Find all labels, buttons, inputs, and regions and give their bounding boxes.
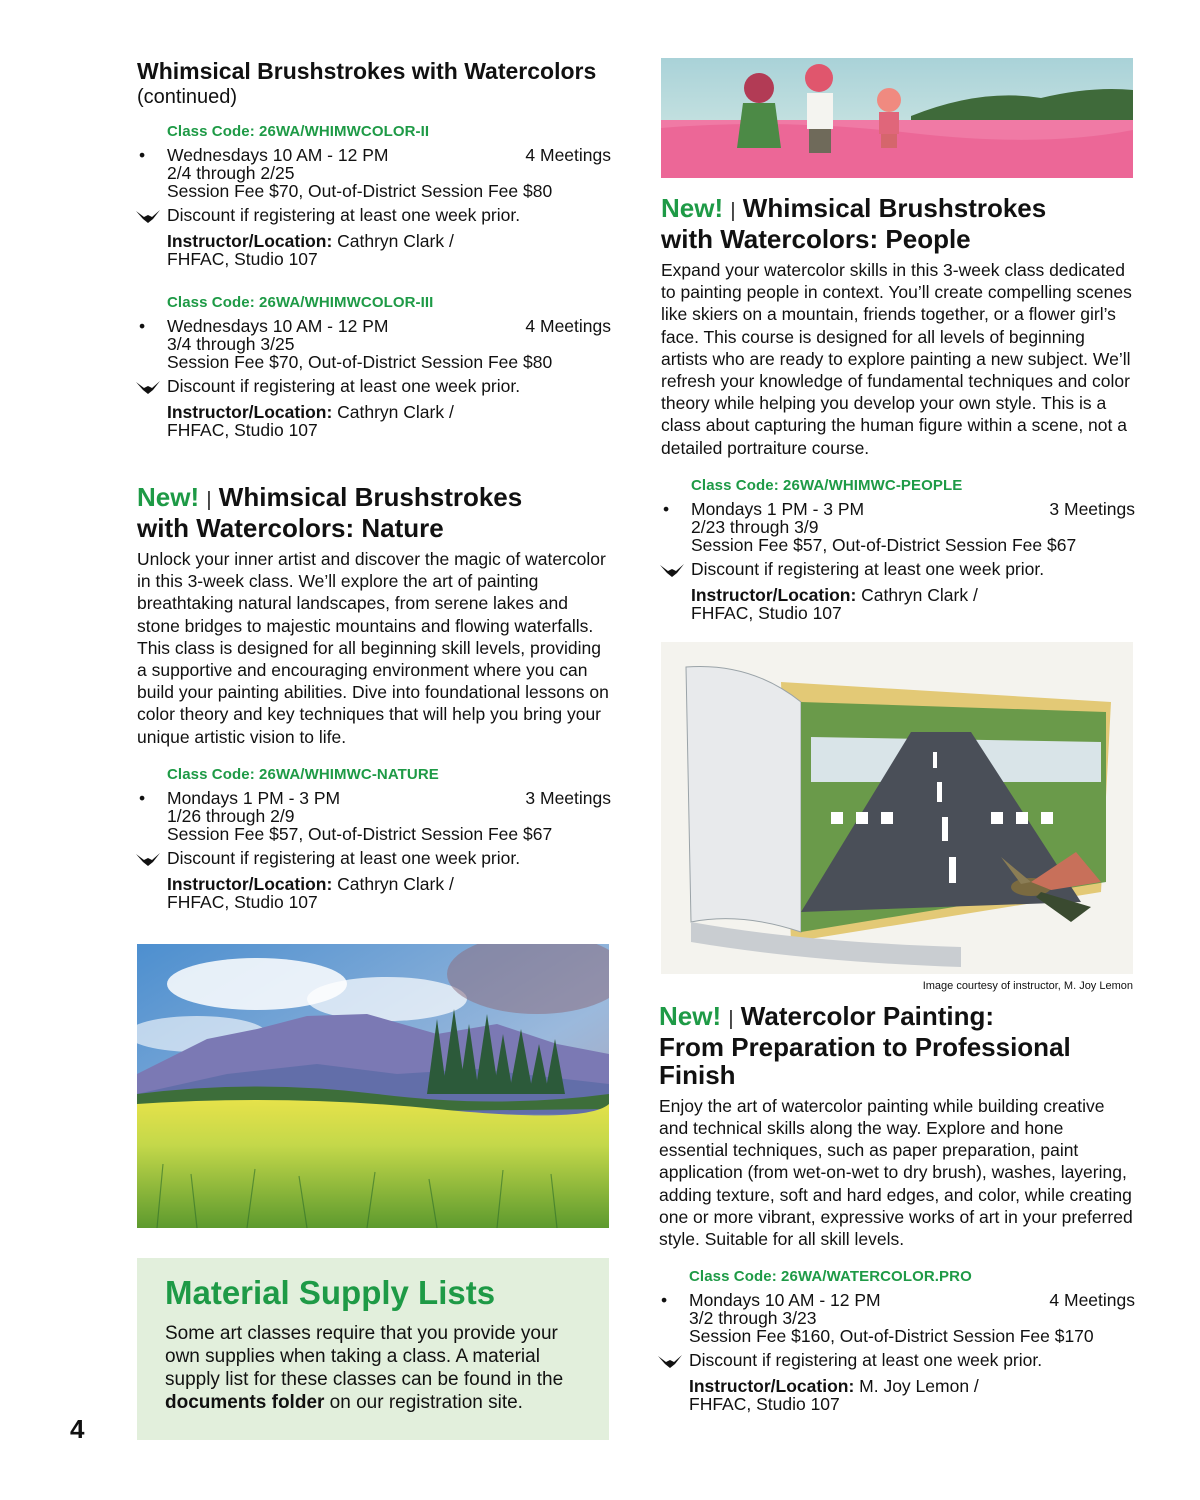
class-code: Class Code: 26WA/WHIMWCOLOR-II <box>167 123 430 140</box>
title-separator: | <box>206 489 212 511</box>
class-code: Class Code: 26WA/WATERCOLOR.PRO <box>689 1268 972 1286</box>
schedule-row <box>139 787 611 808</box>
class-session-block <box>139 123 611 269</box>
discount-note: Discount if registering at least one week prior. <box>691 558 1045 579</box>
meetings: 3 Meetings <box>1049 498 1135 519</box>
instructor-label: Instructor/Location: <box>167 231 333 251</box>
course-title-pro <box>659 1002 1135 1089</box>
location: FHFAC, Studio 107 <box>689 1394 840 1415</box>
book-runway-painting-image <box>661 642 1133 974</box>
class-session-block <box>139 294 611 440</box>
page-number: 4 <box>70 1414 85 1444</box>
class-code: Class Code: 26WA/WHIMWCOLOR-III <box>167 294 434 311</box>
location: FHFAC, Studio 107 <box>167 249 318 269</box>
schedule: Mondays 10 AM - 12 PM <box>689 1290 881 1311</box>
instructor-location <box>167 232 611 268</box>
bullet: • <box>663 498 670 519</box>
right-column <box>661 58 1135 1413</box>
course-description: Unlock your inner artist and discover the magic of watercolor in this 3-week class. We’ll explore the art of painting breathtaking natural landscapes, from serene lakes and stone bridges to majestic mountains and flowing waterfalls. This class is designed for all beginning skill levels, providing a supportive and encouraging environment where you can build your painting abilities. Dive into foundational lessons on color theory and key techniques that will help you bring your unique artistic vision to life. <box>137 549 609 747</box>
schedule: Mondays 1 PM - 3 PM <box>167 787 341 808</box>
dates: 3/2 through 3/23 <box>689 1308 817 1329</box>
session-fee: Session Fee $70, Out-of-District Session Fee $80 <box>167 352 553 372</box>
bird-icon <box>659 562 685 578</box>
meetings: 4 Meetings <box>525 145 611 165</box>
bullet: • <box>661 1290 668 1311</box>
section-title-continued: Whimsical Brushstrokes with Watercolors <box>137 58 597 84</box>
instructor-location <box>689 1377 1135 1413</box>
course-description: Enjoy the art of watercolor painting while building creative and technical skills along the way. Explore and hone essential techniques, such as paper preparation, paint application (from wet-on-wet to dry brush), washes, layering, adding texture, soft and hard edges, and color, while creating one or more vibrant, expressive works of art in your preferred style. Suitable for all skill levels. <box>659 1095 1133 1250</box>
title-line: Watercolor Painting: <box>740 1000 995 1031</box>
title-line: Whimsical Brushstrokes <box>742 193 1047 223</box>
session-fee: Session Fee $57, Out-of-District Session Fee $67 <box>691 534 1077 555</box>
location: FHFAC, Studio 107 <box>167 420 318 440</box>
instructor-location <box>691 586 1135 622</box>
schedule-row <box>661 1290 1135 1311</box>
bird-icon <box>135 208 161 224</box>
schedule-row <box>139 316 611 336</box>
instructor-name: Cathryn Clark / <box>332 231 454 251</box>
bird-icon <box>657 1353 683 1369</box>
bullet: • <box>139 316 146 336</box>
course-description: Expand your watercolor skills in this 3-week class dedicated to painting people in context. You’ll create compelling scenes like skiers on a mountain, friends together, or a flower girl’s face. This course is designed for all levels of beginning artists who are ready to explore painting a new subject. We’ll refresh your knowledge of fundamental techniques and color theory while helping you develop your own style. This is a class about capturing the human figure within a scene, not a detailed portraiture course. <box>661 260 1132 458</box>
title-separator: | <box>730 200 736 222</box>
supply-text-end: on our registration site. <box>324 1392 523 1413</box>
class-code: Class Code: 26WA/WHIMWC-PEOPLE <box>691 476 963 494</box>
dates: 2/4 through 2/25 <box>167 163 295 183</box>
new-label: New! <box>659 1000 722 1031</box>
bird-icon <box>135 379 161 395</box>
class-code: Class Code: 26WA/WHIMWC-NATURE <box>167 765 439 783</box>
bird-icon <box>135 851 161 867</box>
instructor-label: Instructor/Location: <box>689 1376 855 1397</box>
instructor-label: Instructor/Location: <box>167 402 333 422</box>
instructor-name: Cathryn Clark / <box>856 584 978 605</box>
title-line: Whimsical Brushstrokes <box>218 482 523 512</box>
bullet: • <box>139 787 146 808</box>
landscape-painting-image <box>137 944 609 1228</box>
discount-row <box>167 849 611 867</box>
session-fee: Session Fee $160, Out-of-District Session Fee $170 <box>689 1326 1094 1347</box>
supply-title: Material Supply Lists <box>165 1274 496 1311</box>
supply-text <box>165 1322 581 1414</box>
class-session-block <box>661 1268 1135 1415</box>
instructor-location <box>167 403 611 439</box>
bullet: • <box>139 145 146 165</box>
discount-note: Discount if registering at least one week prior. <box>167 376 521 396</box>
course-title-nature <box>137 483 611 542</box>
title-line: with Watercolors: Nature <box>137 513 444 543</box>
new-label: New! <box>137 482 200 512</box>
session-fee: Session Fee $57, Out-of-District Session Fee $67 <box>167 823 553 844</box>
discount-note: Discount if registering at least one week prior. <box>167 847 521 868</box>
title-line: Finish <box>659 1059 736 1090</box>
supply-text-start: Some art classes require that you provide your own supplies when taking a class. A material supply list for these classes can be found in the <box>165 1323 564 1390</box>
section-subtitle-continued: (continued) <box>137 86 238 108</box>
discount-note: Discount if registering at least one week prior. <box>167 205 521 225</box>
left-column <box>137 58 611 911</box>
dates: 2/23 through 3/9 <box>691 516 819 537</box>
discount-note: Discount if registering at least one week prior. <box>689 1350 1043 1371</box>
instructor-location <box>167 875 611 911</box>
image-caption: Image courtesy of instructor, M. Joy Lemon <box>922 979 1133 992</box>
discount-row <box>691 560 1135 578</box>
meetings: 4 Meetings <box>525 316 611 336</box>
meetings: 4 Meetings <box>1049 1290 1135 1311</box>
dates: 1/26 through 2/9 <box>167 805 295 826</box>
location: FHFAC, Studio 107 <box>691 602 842 623</box>
instructor-name: M. Joy Lemon / <box>854 1376 979 1397</box>
title-line: with Watercolors: People <box>661 224 971 254</box>
schedule-row <box>663 498 1135 519</box>
discount-row <box>689 1351 1135 1369</box>
schedule-row <box>139 145 611 165</box>
new-label: New! <box>661 193 724 223</box>
material-supply-box <box>137 1258 609 1440</box>
meetings: 3 Meetings <box>525 787 611 808</box>
documents-folder-link[interactable]: documents folder <box>165 1392 325 1413</box>
session-fee: Session Fee $70, Out-of-District Session Fee $80 <box>167 181 553 201</box>
schedule: Mondays 1 PM - 3 PM <box>691 498 865 519</box>
schedule: Wednesdays 10 AM - 12 PM <box>167 145 389 165</box>
instructor-name: Cathryn Clark / <box>332 873 454 894</box>
class-session-block <box>663 476 1135 623</box>
class-session-block <box>139 765 611 912</box>
children-painting-image <box>661 58 1133 178</box>
instructor-name: Cathryn Clark / <box>332 402 454 422</box>
schedule: Wednesdays 10 AM - 12 PM <box>167 316 389 336</box>
title-separator: | <box>728 1007 734 1030</box>
location: FHFAC, Studio 107 <box>167 891 318 912</box>
course-title-people <box>661 194 1135 253</box>
title-line: From Preparation to Professional <box>659 1031 1071 1062</box>
instructor-label: Instructor/Location: <box>691 584 857 605</box>
dates: 3/4 through 3/25 <box>167 334 295 354</box>
discount-row <box>167 206 611 224</box>
discount-row <box>167 377 611 395</box>
instructor-label: Instructor/Location: <box>167 873 333 894</box>
